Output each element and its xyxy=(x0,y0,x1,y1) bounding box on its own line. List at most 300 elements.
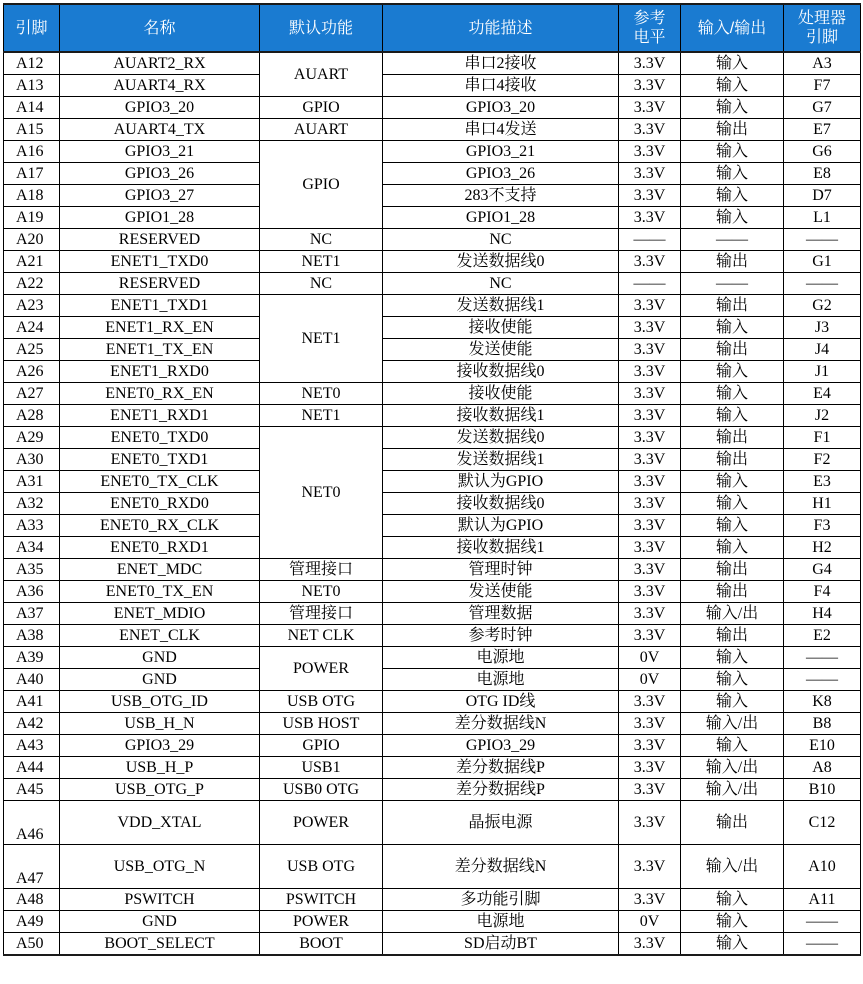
pin-cell: A38 xyxy=(4,625,60,647)
ref-level-cell: 3.3V xyxy=(619,383,681,405)
io-cell: 输入/出 xyxy=(681,713,784,735)
table-row xyxy=(4,735,861,757)
name-cell: GPIO3_26 xyxy=(60,163,260,185)
ref-level-cell: 0V xyxy=(619,911,681,933)
table-row xyxy=(4,295,861,317)
ref-level-cell: 3.3V xyxy=(619,405,681,427)
table-row xyxy=(4,537,861,559)
description-cell: SD启动BT xyxy=(383,933,619,956)
pin-cell: A44 xyxy=(4,757,60,779)
pin-cell: A14 xyxy=(4,97,60,119)
name-cell: ENET1_TXD0 xyxy=(60,251,260,273)
name-cell: ENET0_TX_EN xyxy=(60,581,260,603)
ref-level-cell: 3.3V xyxy=(619,52,681,75)
description-cell: 多功能引脚 xyxy=(383,889,619,911)
io-cell: 输入 xyxy=(681,647,784,669)
table-row xyxy=(4,581,861,603)
table-row xyxy=(4,141,861,163)
default-function-cell: 管理接口 xyxy=(260,559,383,581)
default-function-cell: NET1 xyxy=(260,295,383,383)
ref-level-cell: 3.3V xyxy=(619,295,681,317)
pin-cell: A40 xyxy=(4,669,60,691)
description-cell: OTG ID线 xyxy=(383,691,619,713)
table-row xyxy=(4,669,861,691)
pin-cell: A49 xyxy=(4,911,60,933)
pin-cell: A34 xyxy=(4,537,60,559)
header-default-function: 默认功能 xyxy=(260,4,383,52)
pin-cell: A45 xyxy=(4,779,60,801)
table-row xyxy=(4,471,861,493)
description-cell: GPIO3_20 xyxy=(383,97,619,119)
description-cell: 接收数据线1 xyxy=(383,405,619,427)
table-row xyxy=(4,317,861,339)
io-cell: 输出 xyxy=(681,449,784,471)
ref-level-cell: 3.3V xyxy=(619,97,681,119)
default-function-cell: NET0 xyxy=(260,581,383,603)
ref-level-cell: 3.3V xyxy=(619,933,681,956)
io-cell: 输出 xyxy=(681,295,784,317)
pin-cell: A47 xyxy=(4,845,60,889)
pin-cell: A26 xyxy=(4,361,60,383)
io-cell: 输出 xyxy=(681,801,784,845)
description-cell: GPIO3_29 xyxy=(383,735,619,757)
name-cell: GPIO3_27 xyxy=(60,185,260,207)
default-function-cell: NET1 xyxy=(260,251,383,273)
default-function-cell: NET0 xyxy=(260,427,383,559)
default-function-cell: NET0 xyxy=(260,383,383,405)
io-cell: 输入 xyxy=(681,141,784,163)
table-row xyxy=(4,779,861,801)
cpu-pin-cell: F7 xyxy=(784,75,861,97)
cpu-pin-cell: E10 xyxy=(784,735,861,757)
table-body xyxy=(4,52,861,955)
default-function-cell: USB0 OTG xyxy=(260,779,383,801)
pin-cell: A39 xyxy=(4,647,60,669)
default-function-cell: USB OTG xyxy=(260,845,383,889)
io-cell: 输入 xyxy=(681,537,784,559)
description-cell: 串口2接收 xyxy=(383,52,619,75)
description-cell: 电源地 xyxy=(383,669,619,691)
table-row xyxy=(4,52,861,75)
name-cell: USB_H_P xyxy=(60,757,260,779)
ref-level-cell: 3.3V xyxy=(619,801,681,845)
io-cell: 输入 xyxy=(681,207,784,229)
ref-level-cell: 3.3V xyxy=(619,581,681,603)
pin-cell: A13 xyxy=(4,75,60,97)
description-cell: 差分数据线P xyxy=(383,757,619,779)
description-cell: GPIO1_28 xyxy=(383,207,619,229)
name-cell: ENET1_RX_EN xyxy=(60,317,260,339)
pin-cell: A32 xyxy=(4,493,60,515)
table-row xyxy=(4,405,861,427)
header-ref-level: 参考 电平 xyxy=(619,4,681,52)
ref-level-cell: 0V xyxy=(619,647,681,669)
pin-cell: A22 xyxy=(4,273,60,295)
io-cell: 输入 xyxy=(681,405,784,427)
cpu-pin-cell: A11 xyxy=(784,889,861,911)
io-cell: 输出 xyxy=(681,119,784,141)
name-cell: GPIO1_28 xyxy=(60,207,260,229)
ref-level-cell: 3.3V xyxy=(619,185,681,207)
io-cell: 输入/出 xyxy=(681,603,784,625)
pin-cell: A20 xyxy=(4,229,60,251)
ref-level-cell: 3.3V xyxy=(619,713,681,735)
io-cell: 输入/出 xyxy=(681,845,784,889)
pin-cell: A37 xyxy=(4,603,60,625)
cpu-pin-cell: J1 xyxy=(784,361,861,383)
ref-level-cell: 3.3V xyxy=(619,559,681,581)
cpu-pin-cell: C12 xyxy=(784,801,861,845)
table-row xyxy=(4,515,861,537)
io-cell: 输入 xyxy=(681,52,784,75)
description-cell: NC xyxy=(383,273,619,295)
name-cell: ENET_CLK xyxy=(60,625,260,647)
name-cell: USB_OTG_ID xyxy=(60,691,260,713)
default-function-cell: NC xyxy=(260,229,383,251)
name-cell: ENET0_TXD1 xyxy=(60,449,260,471)
io-cell: 输入 xyxy=(681,691,784,713)
header-io: 输入/输出 xyxy=(681,4,784,52)
cpu-pin-cell: F3 xyxy=(784,515,861,537)
table-row xyxy=(4,361,861,383)
cpu-pin-cell: F4 xyxy=(784,581,861,603)
table-row xyxy=(4,889,861,911)
default-function-cell: NET CLK xyxy=(260,625,383,647)
name-cell: GPIO3_21 xyxy=(60,141,260,163)
name-cell: RESERVED xyxy=(60,229,260,251)
description-cell: GPIO3_26 xyxy=(383,163,619,185)
name-cell: ENET0_RXD1 xyxy=(60,537,260,559)
pin-cell: A28 xyxy=(4,405,60,427)
pin-cell: A41 xyxy=(4,691,60,713)
table-row xyxy=(4,801,861,845)
pin-cell: A30 xyxy=(4,449,60,471)
default-function-cell: USB1 xyxy=(260,757,383,779)
io-cell: 输入 xyxy=(681,75,784,97)
table-row xyxy=(4,119,861,141)
ref-level-cell: 3.3V xyxy=(619,449,681,471)
description-cell: 283不支持 xyxy=(383,185,619,207)
table-row xyxy=(4,691,861,713)
io-cell: —— xyxy=(681,273,784,295)
name-cell: GND xyxy=(60,647,260,669)
table-row xyxy=(4,713,861,735)
default-function-cell: POWER xyxy=(260,647,383,691)
default-function-cell: USB HOST xyxy=(260,713,383,735)
ref-level-cell: —— xyxy=(619,273,681,295)
default-function-cell: GPIO xyxy=(260,735,383,757)
name-cell: ENET_MDC xyxy=(60,559,260,581)
header-cpu-pin: 处理器 引脚 xyxy=(784,4,861,52)
pin-cell: A36 xyxy=(4,581,60,603)
table-row xyxy=(4,757,861,779)
io-cell: 输入 xyxy=(681,735,784,757)
pin-cell: A21 xyxy=(4,251,60,273)
cpu-pin-cell: —— xyxy=(784,647,861,669)
cpu-pin-cell: —— xyxy=(784,911,861,933)
io-cell: 输入/出 xyxy=(681,779,784,801)
ref-level-cell: 0V xyxy=(619,669,681,691)
name-cell: AUART4_RX xyxy=(60,75,260,97)
ref-level-cell: 3.3V xyxy=(619,471,681,493)
ref-level-cell: 3.3V xyxy=(619,339,681,361)
table-row xyxy=(4,559,861,581)
pin-cell: A48 xyxy=(4,889,60,911)
io-cell: 输出 xyxy=(681,427,784,449)
name-cell: ENET1_RXD0 xyxy=(60,361,260,383)
cpu-pin-cell: E8 xyxy=(784,163,861,185)
table-row xyxy=(4,339,861,361)
default-function-cell: AUART xyxy=(260,52,383,97)
name-cell: ENET1_TX_EN xyxy=(60,339,260,361)
cpu-pin-cell: E4 xyxy=(784,383,861,405)
table-row xyxy=(4,625,861,647)
io-cell: 输入 xyxy=(681,163,784,185)
table-row xyxy=(4,185,861,207)
name-cell: RESERVED xyxy=(60,273,260,295)
pin-cell: A50 xyxy=(4,933,60,956)
io-cell: 输入 xyxy=(681,669,784,691)
pin-cell: A15 xyxy=(4,119,60,141)
ref-level-cell: 3.3V xyxy=(619,603,681,625)
name-cell: GND xyxy=(60,911,260,933)
description-cell: 电源地 xyxy=(383,911,619,933)
cpu-pin-cell: A3 xyxy=(784,52,861,75)
default-function-cell: AUART xyxy=(260,119,383,141)
table-row xyxy=(4,383,861,405)
ref-level-cell: 3.3V xyxy=(619,361,681,383)
io-cell: 输出 xyxy=(681,559,784,581)
cpu-pin-cell: G1 xyxy=(784,251,861,273)
cpu-pin-cell: J4 xyxy=(784,339,861,361)
name-cell: AUART2_RX xyxy=(60,52,260,75)
default-function-cell: POWER xyxy=(260,801,383,845)
description-cell: GPIO3_21 xyxy=(383,141,619,163)
description-cell: 接收使能 xyxy=(383,383,619,405)
description-cell: 默认为GPIO xyxy=(383,515,619,537)
cpu-pin-cell: —— xyxy=(784,669,861,691)
cpu-pin-cell: —— xyxy=(784,933,861,956)
name-cell: AUART4_TX xyxy=(60,119,260,141)
description-cell: 接收数据线0 xyxy=(383,493,619,515)
name-cell: ENET0_RX_CLK xyxy=(60,515,260,537)
default-function-cell: BOOT xyxy=(260,933,383,956)
ref-level-cell: 3.3V xyxy=(619,75,681,97)
description-cell: 串口4接收 xyxy=(383,75,619,97)
pin-cell: A27 xyxy=(4,383,60,405)
table-row xyxy=(4,229,861,251)
description-cell: 差分数据线N xyxy=(383,845,619,889)
table-header xyxy=(4,4,861,52)
cpu-pin-cell: A8 xyxy=(784,757,861,779)
cpu-pin-cell: F2 xyxy=(784,449,861,471)
io-cell: 输出 xyxy=(681,339,784,361)
io-cell: 输入 xyxy=(681,933,784,956)
name-cell: USB_OTG_P xyxy=(60,779,260,801)
pin-cell: A42 xyxy=(4,713,60,735)
pin-definition-table xyxy=(3,3,861,956)
io-cell: 输出 xyxy=(681,251,784,273)
ref-level-cell: 3.3V xyxy=(619,427,681,449)
description-cell: 差分数据线P xyxy=(383,779,619,801)
ref-level-cell: 3.3V xyxy=(619,163,681,185)
name-cell: GPIO3_29 xyxy=(60,735,260,757)
description-cell: 发送使能 xyxy=(383,339,619,361)
default-function-cell: 管理接口 xyxy=(260,603,383,625)
description-cell: 发送数据线1 xyxy=(383,449,619,471)
cpu-pin-cell: A10 xyxy=(784,845,861,889)
cpu-pin-cell: G7 xyxy=(784,97,861,119)
description-cell: 发送数据线0 xyxy=(383,251,619,273)
pin-cell: A35 xyxy=(4,559,60,581)
table-row xyxy=(4,911,861,933)
description-cell: 管理数据 xyxy=(383,603,619,625)
cpu-pin-cell: G2 xyxy=(784,295,861,317)
cpu-pin-cell: —— xyxy=(784,229,861,251)
table-row xyxy=(4,845,861,889)
name-cell: VDD_XTAL xyxy=(60,801,260,845)
io-cell: 输入 xyxy=(681,515,784,537)
io-cell: 输出 xyxy=(681,625,784,647)
description-cell: 接收使能 xyxy=(383,317,619,339)
name-cell: USB_H_N xyxy=(60,713,260,735)
cpu-pin-cell: H1 xyxy=(784,493,861,515)
table-row xyxy=(4,427,861,449)
cpu-pin-cell: J2 xyxy=(784,405,861,427)
header-name: 名称 xyxy=(60,4,260,52)
ref-level-cell: 3.3V xyxy=(619,119,681,141)
cpu-pin-cell: H2 xyxy=(784,537,861,559)
cpu-pin-cell: F1 xyxy=(784,427,861,449)
description-cell: 串口4发送 xyxy=(383,119,619,141)
pin-cell: A12 xyxy=(4,52,60,75)
ref-level-cell: 3.3V xyxy=(619,735,681,757)
table-row xyxy=(4,273,861,295)
pin-cell: A31 xyxy=(4,471,60,493)
pin-cell: A16 xyxy=(4,141,60,163)
ref-level-cell: —— xyxy=(619,229,681,251)
io-cell: —— xyxy=(681,229,784,251)
description-cell: 接收数据线0 xyxy=(383,361,619,383)
header-pin: 引脚 xyxy=(4,4,60,52)
io-cell: 输入 xyxy=(681,493,784,515)
table-row xyxy=(4,603,861,625)
table-row xyxy=(4,97,861,119)
pin-cell: A33 xyxy=(4,515,60,537)
description-cell: 晶振电源 xyxy=(383,801,619,845)
io-cell: 输出 xyxy=(681,581,784,603)
cpu-pin-cell: D7 xyxy=(784,185,861,207)
ref-level-cell: 3.3V xyxy=(619,691,681,713)
ref-level-cell: 3.3V xyxy=(619,845,681,889)
ref-level-cell: 3.3V xyxy=(619,317,681,339)
table-row xyxy=(4,449,861,471)
name-cell: USB_OTG_N xyxy=(60,845,260,889)
ref-level-cell: 3.3V xyxy=(619,537,681,559)
name-cell: ENET0_RX_EN xyxy=(60,383,260,405)
io-cell: 输入 xyxy=(681,185,784,207)
cpu-pin-cell: E7 xyxy=(784,119,861,141)
name-cell: GPIO3_20 xyxy=(60,97,260,119)
cpu-pin-cell: —— xyxy=(784,273,861,295)
pin-cell: A24 xyxy=(4,317,60,339)
header-row xyxy=(4,4,861,52)
cpu-pin-cell: G4 xyxy=(784,559,861,581)
cpu-pin-cell: E2 xyxy=(784,625,861,647)
io-cell: 输入 xyxy=(681,889,784,911)
description-cell: 电源地 xyxy=(383,647,619,669)
default-function-cell: NC xyxy=(260,273,383,295)
default-function-cell: NET1 xyxy=(260,405,383,427)
cpu-pin-cell: J3 xyxy=(784,317,861,339)
pin-cell: A25 xyxy=(4,339,60,361)
name-cell: BOOT_SELECT xyxy=(60,933,260,956)
ref-level-cell: 3.3V xyxy=(619,515,681,537)
description-cell: 发送数据线0 xyxy=(383,427,619,449)
cpu-pin-cell: K8 xyxy=(784,691,861,713)
pin-cell: A23 xyxy=(4,295,60,317)
name-cell: PSWITCH xyxy=(60,889,260,911)
cpu-pin-cell: H4 xyxy=(784,603,861,625)
pin-cell: A19 xyxy=(4,207,60,229)
ref-level-cell: 3.3V xyxy=(619,493,681,515)
name-cell: ENET0_RXD0 xyxy=(60,493,260,515)
ref-level-cell: 3.3V xyxy=(619,779,681,801)
ref-level-cell: 3.3V xyxy=(619,757,681,779)
default-function-cell: POWER xyxy=(260,911,383,933)
ref-level-cell: 3.3V xyxy=(619,889,681,911)
pin-cell: A29 xyxy=(4,427,60,449)
ref-level-cell: 3.3V xyxy=(619,625,681,647)
cpu-pin-cell: E3 xyxy=(784,471,861,493)
default-function-cell: GPIO xyxy=(260,97,383,119)
default-function-cell: PSWITCH xyxy=(260,889,383,911)
cpu-pin-cell: L1 xyxy=(784,207,861,229)
description-cell: 参考时钟 xyxy=(383,625,619,647)
ref-level-cell: 3.3V xyxy=(619,251,681,273)
description-cell: 接收数据线1 xyxy=(383,537,619,559)
name-cell: ENET0_TX_CLK xyxy=(60,471,260,493)
default-function-cell: USB OTG xyxy=(260,691,383,713)
pin-cell: A46 xyxy=(4,801,60,845)
io-cell: 输入 xyxy=(681,911,784,933)
io-cell: 输入 xyxy=(681,361,784,383)
name-cell: GND xyxy=(60,669,260,691)
pin-cell: A43 xyxy=(4,735,60,757)
io-cell: 输入 xyxy=(681,471,784,493)
default-function-cell: GPIO xyxy=(260,141,383,229)
table-row xyxy=(4,493,861,515)
io-cell: 输入 xyxy=(681,97,784,119)
io-cell: 输入 xyxy=(681,317,784,339)
io-cell: 输入/出 xyxy=(681,757,784,779)
cpu-pin-cell: B10 xyxy=(784,779,861,801)
table-row xyxy=(4,647,861,669)
ref-level-cell: 3.3V xyxy=(619,141,681,163)
table-row xyxy=(4,933,861,956)
table-row xyxy=(4,75,861,97)
name-cell: ENET1_RXD1 xyxy=(60,405,260,427)
name-cell: ENET_MDIO xyxy=(60,603,260,625)
table-row xyxy=(4,251,861,273)
name-cell: ENET0_TXD0 xyxy=(60,427,260,449)
description-cell: NC xyxy=(383,229,619,251)
description-cell: 差分数据线N xyxy=(383,713,619,735)
header-description: 功能描述 xyxy=(383,4,619,52)
description-cell: 管理时钟 xyxy=(383,559,619,581)
io-cell: 输入 xyxy=(681,383,784,405)
description-cell: 发送数据线1 xyxy=(383,295,619,317)
